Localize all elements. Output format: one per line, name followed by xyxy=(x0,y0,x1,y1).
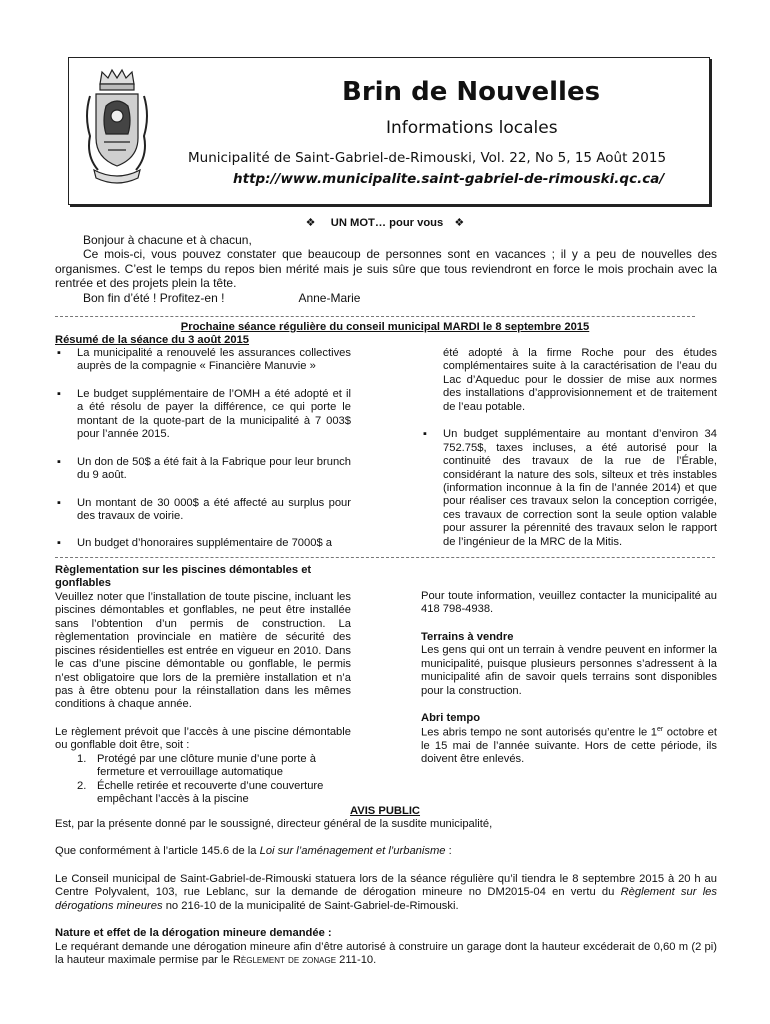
abri-body: Les abris tempo ne sont autorisés qu’entre le 1er octobre et le 15 mai de l’année suivante. Hors de cette période, ils doivent être enlevés. xyxy=(421,725,717,766)
nature-body: Le requérant demande une dérogation mineure afin d’être autorisé à construire un garage dont la hauteur excéderait de 0,60 m (2 pi) la hauteur maximale permise par le Règlement de zonage 211-10. xyxy=(55,940,717,967)
divider xyxy=(55,316,695,317)
list-item: ▪ Un budget supplémentaire au montant d’environ 34 752.75$, taxes incluses, a été autorisé pour la continuité des travaux de la rue de l’Érable, considérant la nature des sols, silteux et très instables (information inconnue à la fin de l’année 2014) et que pour réaliser ces travaux selon la conception corrigée, ces travaux de correction sont la seule option valable pour assurer la pérennité des travaux selon le rapport de l’ingénieur de la MRC de la Mitis. xyxy=(421,428,717,549)
mot-closing: Bon fin d’été ! Profitez-en ! Anne-Marie xyxy=(83,290,361,305)
conseil-heading: Prochaine séance régulière du conseil municipal MARDI le 8 septembre 2015 xyxy=(180,321,590,333)
avis-article: Que conformément à l’article 145.6 de la Loi sur l’aménagement et l’urbanisme : xyxy=(55,845,452,858)
coat-of-arms-icon xyxy=(80,66,154,192)
mot-body: Ce mois-ci, vous pouvez constater que beaucoup de personnes sont en vacances ; il y a peu de nouvelles des organismes. C’est le temps du repos bien mérité mais je suis sûre que tous reviendront en force le mois prochain avec la rentrée et des projets plein la tête. xyxy=(55,247,717,291)
list-item-continuation: été adopté à la firme Roche pour des études complémentaires suite à la caractérisation de l’eau du Lac d’Aqueduc pour le dossier de mise aux normes des installations d’approvisionnement et de traitement de l’eau potable. xyxy=(443,347,717,413)
newsletter-title: Brin de Nouvelles xyxy=(342,77,601,107)
website-link[interactable]: http://www.municipalite.saint-gabriel-de-rimouski.qc.ca/ xyxy=(233,171,665,187)
list-item: ▪ Le budget supplémentaire de l’OMH a été adopté et il a été résolu de payer la différence, ce qui porte le montant de la quote-part de la municipalité à 7 003$ pour l’année 2015. xyxy=(55,388,351,442)
piscines-body: Veuillez noter que l’installation de toute piscine, incluant les piscines démontables et gonflables, ne peut être installée sans l’obtention d’un permis de construction. La règlementation provinciale en matière de sécurité des piscines résidentielles est entrée en vigueur en 2010. Dans le cas d’une piscine démontable ou gonflable, le permis n’est obligatoire que lors de la première installation et n’a pas à être obtenu pour la réinstallation dans les mêmes conditions à chaque année. xyxy=(55,590,351,711)
mot-heading: ❖ UN MOT… pour vous ❖ xyxy=(305,217,465,229)
piscines-rule: Le règlement prévoit que l’accès à une piscine démontable ou gonflable doit être, soit : xyxy=(55,725,351,752)
diamond-bullet-icon: ❖ xyxy=(305,217,316,229)
diamond-bullet-icon: ❖ xyxy=(454,217,465,229)
nature-heading: Nature et effet de la dérogation mineure demandée : xyxy=(55,927,332,940)
mot-signature: Anne-Marie xyxy=(298,290,361,305)
avis-heading: AVIS PUBLIC xyxy=(349,805,421,817)
list-item: 2. Échelle retirée et recouverte d’une couverture empêchant l’accès à la piscine xyxy=(77,779,324,805)
divider xyxy=(55,557,715,558)
conseil-right-column xyxy=(421,347,717,549)
abri-heading: Abri tempo xyxy=(421,712,481,725)
avis-body: Le Conseil municipal de Saint-Gabriel-de-Rimouski statuera lors de la séance régulière qu’il tiendra le 8 septembre 2015 à 20 h au Centre Polyvalent, 103, rue Leblanc, sur la demande de dérogation mineure no DM2015-04 en vertu du Règlement sur les dérogations mineures no 216-10 de la municipalité de Saint-Gabriel-de-Rimouski. xyxy=(55,872,717,912)
mot-section xyxy=(55,233,717,305)
conseil-left-column xyxy=(55,347,351,551)
list-item: ▪ Un don de 50$ a été fait à la Fabrique pour leur brunch du 9 août. xyxy=(55,456,351,483)
mot-greeting: Bonjour à chacune et à chacun, xyxy=(83,233,252,247)
contact-info: Pour toute information, veuillez contacter la municipalité au 418 798-4938. xyxy=(421,590,717,616)
newsletter-subtitle: Informations locales xyxy=(386,118,558,138)
piscines-heading: Règlementation sur les piscines démontables et gonflables xyxy=(55,564,312,590)
list-item: ▪ Un montant de 30 000$ a été affecté au surplus pour des travaux de voirie. xyxy=(55,497,351,524)
terrains-heading: Terrains à vendre xyxy=(421,630,514,643)
piscines-section xyxy=(55,564,351,806)
resume-heading: Résumé de la séance du 3 août 2015 xyxy=(55,334,250,346)
piscines-right-column xyxy=(421,590,717,767)
avis-intro: Est, par la présente donné par le soussigné, directeur général de la susdite municipalité, xyxy=(55,818,493,830)
terrains-body: Les gens qui ont un terrain à vendre peuvent en informer la municipalité, puisque plusieurs personnes s’adressent à la municipalité afin de savoir quels terrains sont disponibles pour la construction. xyxy=(421,644,717,697)
list-item: ▪ Un budget d’honoraires supplémentaire de 7000$ a xyxy=(55,537,351,550)
list-item: ▪ La municipalité a renouvelé les assurances collectives auprès de la compagnie « Financière Manuvie » xyxy=(55,347,351,374)
list-item: 1. Protégé par une clôture munie d’une porte à fermeture et verrouillage automatique xyxy=(77,752,316,779)
issue-info: Municipalité de Saint-Gabriel-de-Rimouski, Vol. 22, No 5, 15 Août 2015 xyxy=(188,150,667,166)
avis-section xyxy=(55,818,717,968)
